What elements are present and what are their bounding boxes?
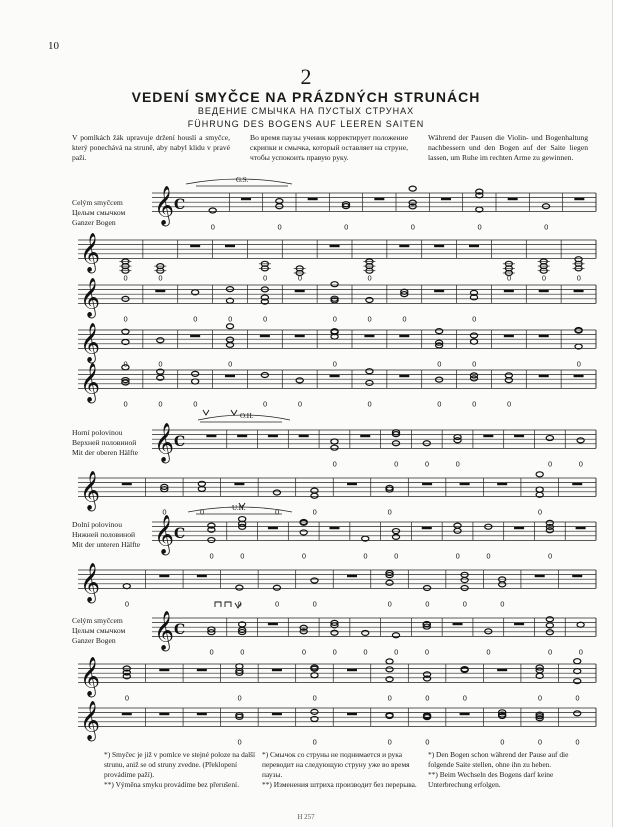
whole-note-icon — [470, 339, 477, 344]
whole-note-icon — [331, 439, 338, 444]
fingering-zero: 0 — [387, 738, 393, 747]
fingering-zero: 0 — [547, 552, 553, 561]
whole-rest-icon — [268, 623, 278, 626]
fingering-zero: 0 — [486, 552, 491, 561]
whole-rest-icon — [347, 575, 357, 578]
whole-note-icon — [574, 711, 581, 716]
treble-clef-icon: 𝄞 — [154, 185, 175, 226]
fingering-zero: 0 — [124, 694, 130, 703]
whole-rest-icon — [190, 245, 200, 248]
whole-note-icon — [311, 488, 318, 493]
whole-rest-icon — [295, 290, 305, 293]
whole-note-icon — [386, 677, 393, 682]
whole-note-icon — [574, 669, 581, 674]
fingering-zero: 0 — [425, 600, 430, 609]
whole-rest-icon — [260, 335, 270, 338]
fingering-zero: 0 — [199, 508, 205, 517]
fingering-zero: 0 — [240, 552, 245, 561]
label-text: Нижней половиной — [72, 530, 136, 539]
label-text: Celým smyčcem — [72, 616, 123, 625]
whole-rest-icon — [460, 483, 470, 486]
common-time-icon: C — [174, 196, 186, 213]
whole-note-icon — [536, 472, 543, 477]
whole-note-icon — [123, 584, 130, 589]
fingering-zero: 0 — [462, 694, 468, 703]
whole-rest-icon — [572, 483, 582, 486]
treble-clef-icon: 𝄞 — [80, 562, 101, 603]
whole-rest-icon — [197, 669, 207, 672]
footnote-text: *) Smyčec je již v pomlce ve stejné poloze na další strunu, aniž se od struny zvedne. (Překlopení provádíme paží). **) Výměna smyku provádíme bez přerušení. — [104, 750, 256, 789]
whole-note-icon — [311, 578, 318, 583]
whole-note-icon — [366, 369, 373, 374]
fingering-zero: 0 — [472, 315, 477, 324]
fingering-zero: 0 — [262, 400, 268, 409]
whole-note-icon — [273, 490, 280, 495]
whole-rest-icon — [159, 713, 169, 716]
whole-note-icon — [436, 329, 443, 334]
whole-note-icon — [331, 282, 338, 287]
whole-note-icon — [198, 481, 205, 486]
whole-rest-icon — [497, 483, 507, 486]
whole-note-icon — [577, 622, 584, 627]
whole-note-icon — [536, 487, 543, 492]
fingering-zero: 0 — [455, 460, 461, 469]
fingering-zero: 0 — [262, 274, 268, 283]
fingering-zero: 0 — [209, 552, 214, 561]
down-bow-icon — [215, 602, 221, 607]
whole-note-icon — [546, 528, 553, 533]
label-text: Mit der unteren Hälfte — [72, 540, 141, 549]
fingering-zero: 0 — [425, 694, 430, 703]
whole-note-icon — [577, 438, 584, 443]
whole-rest-icon — [434, 245, 444, 248]
footnote-german — [428, 750, 594, 790]
fingering-zero: 0 — [394, 552, 399, 561]
whole-rest-icon — [241, 198, 251, 201]
up-bow-icon — [203, 410, 209, 415]
whole-note-icon — [261, 373, 268, 378]
whole-rest-icon — [364, 335, 374, 338]
whole-rest-icon — [295, 335, 305, 338]
whole-rest-icon — [574, 375, 584, 378]
whole-note-icon — [423, 441, 430, 446]
label-text: Целым смычком — [72, 626, 126, 635]
whole-rest-icon — [469, 245, 479, 248]
up-bow-icon — [231, 410, 237, 415]
fingering-zero: 0 — [387, 508, 393, 517]
mark-oh: O.H. — [240, 412, 254, 420]
whole-rest-icon — [535, 575, 545, 578]
whole-note-icon — [366, 298, 373, 303]
whole-rest-icon — [308, 198, 318, 201]
treble-clef-icon: 𝄞 — [80, 232, 101, 273]
treble-clef-icon: 𝄞 — [80, 470, 101, 511]
fingering-zero: 0 — [437, 400, 442, 409]
whole-note-icon — [366, 380, 373, 385]
fingering-zero: 0 — [301, 552, 307, 561]
whole-rest-icon — [539, 290, 549, 293]
whole-rest-icon — [399, 375, 409, 378]
whole-note-icon — [192, 379, 199, 384]
fingering-zero: 0 — [537, 738, 543, 747]
whole-note-icon — [546, 630, 553, 635]
whole-rest-icon — [539, 375, 549, 378]
fingering-zero: 0 — [240, 648, 245, 657]
whole-rest-icon — [122, 483, 132, 486]
plate-number: H 257 — [297, 813, 315, 821]
whole-rest-icon — [159, 669, 169, 672]
whole-note-icon — [300, 629, 307, 634]
fingering-zero: 0 — [387, 694, 393, 703]
whole-rest-icon — [347, 483, 357, 486]
whole-note-icon — [461, 585, 468, 590]
whole-rest-icon — [347, 669, 357, 672]
fingering-zero: 0 — [575, 738, 580, 747]
whole-note-icon — [236, 585, 243, 590]
whole-rest-icon — [514, 527, 524, 530]
fingering-zero: 0 — [312, 508, 317, 517]
intro-russian: Во время паузы ученик корректирует положение скрипки и смычка, который оставляет на струне, чтобы успокоить правую руку. — [250, 133, 408, 162]
label-text: Верхней половиной — [72, 438, 137, 447]
label-text: Celým smyčcem — [72, 198, 123, 207]
footnote-czech — [104, 750, 260, 790]
whole-rest-icon — [422, 483, 432, 486]
whole-note-icon — [209, 208, 216, 213]
common-time-icon: C — [174, 621, 186, 638]
fingering-zero: 0 — [578, 460, 584, 469]
footnote-text: *) Den Bogen schon während der Pause auf die folgende Saite stellen, ohne ihn zu heben. **) Beim Wechseln des Bogens darf keine Unterbrechung erfolgen. — [428, 750, 569, 789]
whole-note-icon — [311, 493, 318, 498]
fingering-zero: 0 — [193, 400, 198, 409]
fingering-zero: 0 — [576, 360, 582, 369]
fingering-zero: 0 — [228, 315, 233, 324]
fingering-zero: 0 — [228, 360, 233, 369]
whole-rest-icon — [347, 713, 357, 716]
whole-rest-icon — [159, 575, 169, 578]
fingering-zero: 0 — [544, 223, 549, 232]
whole-rest-icon — [197, 713, 207, 716]
whole-rest-icon — [190, 335, 200, 338]
mark-gs: G.S. — [236, 176, 249, 184]
whole-rest-icon — [483, 435, 493, 438]
fingering-zero: 0 — [237, 694, 242, 703]
whole-rest-icon — [514, 435, 524, 438]
fingering-zero: 0 — [332, 460, 337, 469]
fingering-zero: 0 — [237, 600, 242, 609]
whole-note-icon — [546, 436, 553, 441]
whole-note-icon — [392, 633, 399, 638]
whole-note-icon — [331, 630, 338, 635]
whole-note-icon — [276, 204, 283, 209]
treble-clef-icon: 𝄞 — [80, 656, 101, 697]
whole-rest-icon — [504, 290, 514, 293]
whole-rest-icon — [234, 483, 244, 486]
fingering-zero: 0 — [462, 600, 468, 609]
title-czech: VEDENÍ SMYČCE NA PRÁZDNÝCH STRUNÁCH — [131, 89, 481, 105]
whole-note-icon — [386, 667, 393, 672]
fingering-zero: 0 — [500, 738, 505, 747]
page-edge — [612, 0, 628, 827]
fingering-zero: 0 — [123, 400, 128, 409]
whole-rest-icon — [268, 527, 278, 530]
fingering-zero: 0 — [162, 508, 167, 517]
whole-note-icon — [208, 538, 215, 543]
fingering-zero: 0 — [576, 274, 582, 283]
whole-rest-icon — [299, 435, 309, 438]
fingering-zero: 0 — [425, 738, 430, 747]
whole-rest-icon — [330, 245, 340, 248]
whole-note-icon — [454, 438, 461, 443]
whole-note-icon — [192, 371, 199, 376]
whole-note-icon — [273, 585, 280, 590]
fingering-zero: 0 — [477, 223, 482, 232]
page-number: 10 — [48, 40, 59, 52]
whole-note-icon — [470, 333, 477, 338]
fingering-zero: 0 — [312, 738, 317, 747]
fingering-zero: 0 — [123, 274, 128, 283]
fingering-zero: 0 — [209, 648, 214, 657]
whole-note-icon — [311, 709, 318, 714]
fingering-zero: 0 — [394, 648, 399, 657]
whole-rest-icon — [453, 623, 463, 626]
whole-rest-icon — [237, 435, 247, 438]
whole-note-icon — [499, 582, 506, 587]
fingering-zero: 0 — [537, 694, 543, 703]
whole-rest-icon — [504, 335, 514, 338]
fingering-zero: 0 — [332, 360, 338, 369]
fingering-zero: 0 — [575, 694, 580, 703]
whole-rest-icon — [441, 198, 451, 201]
mark-uh: U.H. — [232, 504, 246, 512]
whole-note-icon — [454, 523, 461, 528]
fingering-zero: 0 — [158, 360, 163, 369]
fingering-zero: 0 — [297, 400, 303, 409]
fingering-zero: 0 — [237, 738, 242, 747]
treble-clef-icon: 𝄞 — [154, 514, 175, 555]
footnote-russian — [262, 750, 422, 790]
label-text: Ganzer Bogen — [72, 636, 116, 645]
whole-note-icon — [157, 338, 164, 343]
fingering-zero: 0 — [312, 694, 317, 703]
fingering-zero: 0 — [367, 274, 372, 283]
whole-note-icon — [436, 377, 443, 382]
whole-rest-icon — [514, 623, 524, 626]
whole-rest-icon — [399, 245, 409, 248]
whole-rest-icon — [122, 713, 132, 716]
fingering-zero: 0 — [367, 315, 372, 324]
fingering-zero: 0 — [424, 460, 430, 469]
whole-rest-icon — [497, 669, 507, 672]
fingering-zero: 0 — [387, 600, 393, 609]
fingering-zero: 0 — [123, 315, 128, 324]
fingering-zero: 0 — [547, 460, 553, 469]
whole-rest-icon — [329, 527, 339, 530]
treble-clef-icon: 𝄞 — [80, 277, 101, 318]
whole-rest-icon — [574, 290, 584, 293]
whole-note-icon — [454, 528, 461, 533]
fingering-zero: 0 — [402, 315, 407, 324]
whole-rest-icon — [272, 713, 282, 716]
whole-note-icon — [423, 586, 430, 591]
fingering-zero: 0 — [506, 274, 512, 283]
fingering-zero: 0 — [472, 360, 477, 369]
whole-note-icon — [226, 342, 233, 347]
fingering-zero: 0 — [500, 600, 505, 609]
title-german: FÜHRUNG DES BOGENS AUF LEEREN SAITEN — [187, 119, 425, 129]
whole-note-icon — [300, 530, 307, 535]
fingering-zero: 0 — [472, 400, 477, 409]
whole-note-icon — [485, 629, 492, 634]
fingering-zero: 0 — [158, 274, 163, 283]
fingering-zero: 0 — [274, 508, 280, 517]
section-number: 2 — [300, 64, 312, 89]
whole-rest-icon — [206, 435, 216, 438]
whole-rest-icon — [225, 245, 235, 248]
fingering-zero: 0 — [124, 600, 130, 609]
treble-clef-icon: 𝄞 — [80, 322, 101, 363]
whole-note-icon — [461, 578, 468, 583]
whole-rest-icon — [572, 575, 582, 578]
whole-rest-icon — [197, 575, 207, 578]
whole-rest-icon — [268, 435, 278, 438]
fingering-zero: 0 — [363, 552, 368, 561]
footnote-text: *) Смычок со струны не поднимается и рука переводит на следующую струну уже во время паузы. **) Изменения штриха производит без перерыва. — [262, 750, 417, 789]
whole-rest-icon — [225, 375, 235, 378]
fingering-zero: 0 — [541, 274, 547, 283]
fingering-zero: 0 — [486, 648, 491, 657]
whole-note-icon — [392, 534, 399, 539]
whole-note-icon — [392, 441, 399, 446]
fingering-zero: 0 — [277, 223, 282, 232]
whole-note-icon — [476, 189, 483, 194]
common-time-icon: C — [174, 433, 186, 450]
label-text: Ganzer Bogen — [72, 218, 116, 227]
whole-note-icon — [226, 324, 233, 329]
fingering-zero: 0 — [537, 508, 543, 517]
intro-czech: V pomlkách žák upravuje držení houslí a smyčce, který ponechává na struně, aby nabyl klidu v pravé paži. — [72, 133, 230, 162]
whole-note-icon — [386, 659, 393, 664]
whole-note-icon — [331, 445, 338, 450]
whole-rest-icon — [508, 198, 518, 201]
fingering-zero: 0 — [210, 223, 216, 232]
treble-clef-icon: 𝄞 — [80, 700, 101, 741]
whole-rest-icon — [574, 198, 584, 201]
whole-rest-icon — [155, 290, 165, 293]
fingering-zero: 0 — [193, 315, 198, 324]
label-text: Horní polovinou — [72, 428, 123, 437]
whole-note-icon — [296, 378, 303, 383]
fingering-zero: 0 — [437, 360, 442, 369]
fingering-zero: 0 — [123, 360, 128, 369]
whole-note-icon — [226, 287, 233, 292]
whole-note-icon — [546, 617, 553, 622]
label-text: Mit der oberen Hälfte — [72, 448, 138, 457]
whole-rest-icon — [460, 713, 470, 716]
whole-note-icon — [362, 630, 369, 635]
fingering-zero: 0 — [312, 600, 317, 609]
whole-note-icon — [409, 186, 416, 191]
fingering-zero: 0 — [158, 400, 163, 409]
fingering-zero: 0 — [424, 648, 430, 657]
whole-note-icon — [386, 580, 393, 585]
title-russian: ВЕДЕНИЕ СМЫЧКА НА ПУСТЫХ СТРУНАХ — [197, 106, 415, 116]
fingering-zero: 0 — [297, 274, 303, 283]
whole-rest-icon — [272, 669, 282, 672]
intro-german: Während der Pausen die Violin- und Bogenhaltung nachbessern und den Bogen auf der Saite liegen lassen, um Ruhe im rechten Arme zu gewinnen. — [428, 133, 588, 162]
whole-note-icon — [226, 337, 233, 342]
treble-clef-icon: 𝄞 — [154, 610, 175, 651]
fingering-zero: 0 — [332, 648, 337, 657]
fingering-zero: 0 — [262, 315, 268, 324]
down-bow-icon — [225, 602, 231, 607]
whole-rest-icon — [576, 527, 586, 530]
whole-rest-icon — [374, 198, 384, 201]
whole-rest-icon — [399, 335, 409, 338]
whole-note-icon — [542, 204, 549, 209]
label-text: Целым смычком — [72, 208, 126, 217]
fingering-zero: 0 — [578, 648, 584, 657]
fingering-zero: 0 — [455, 552, 461, 561]
fingering-zero: 0 — [506, 400, 512, 409]
label-text: Dolní polovinou — [72, 520, 122, 529]
fingering-zero: 0 — [274, 600, 280, 609]
fingering-zero: 0 — [547, 648, 553, 657]
treble-clef-icon: 𝄞 — [80, 362, 101, 403]
whole-rest-icon — [422, 527, 432, 530]
whole-note-icon — [574, 659, 581, 664]
fingering-zero: 0 — [410, 223, 416, 232]
whole-note-icon — [276, 199, 283, 204]
whole-rest-icon — [360, 435, 370, 438]
treble-clef-icon: 𝄞 — [154, 422, 175, 463]
common-time-icon: C — [174, 525, 186, 542]
fingering-zero: 0 — [344, 223, 349, 232]
fingering-zero: 0 — [301, 648, 307, 657]
whole-rest-icon — [434, 290, 444, 293]
fingering-zero: 0 — [394, 460, 399, 469]
whole-note-icon — [574, 679, 581, 684]
fingering-zero: 0 — [363, 648, 368, 657]
whole-rest-icon — [539, 335, 549, 338]
fingering-zero: 0 — [367, 400, 372, 409]
whole-rest-icon — [330, 375, 340, 378]
fingering-zero: 0 — [332, 315, 338, 324]
